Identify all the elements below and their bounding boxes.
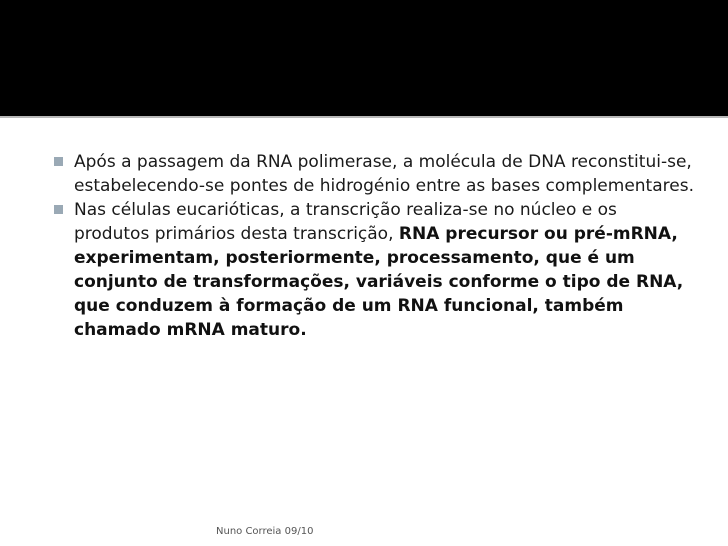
bullet-text-1: Após a passagem da RNA polimerase, a molécula de DNA reconstitui-se, estabelecendo-se pontes de hidrogénio entre as bases complementares. [74,152,694,196]
title-band [0,0,728,116]
square-bullet-icon [54,157,63,166]
bullet-text-2: Nas células eucarióticas, a transcrição realiza-se no núcleo e os produtos primários desta transcrição, [74,200,617,244]
title-divider [0,116,728,118]
bullet-list [54,150,694,342]
bullet-item-1 [54,150,694,198]
footer-author: Nuno Correia 09/10 [216,526,314,537]
bullet-text-2-bold: RNA precursor ou pré-mRNA, experimentam, posteriormente, processamento, que é um conjunto de transformações, variáveis conforme o tipo de RNA, que conduzem à formação de um RNA funcional, também chamado mRNA maturo. [74,224,684,340]
square-bullet-icon [54,205,63,214]
bullet-item-2 [54,198,694,342]
